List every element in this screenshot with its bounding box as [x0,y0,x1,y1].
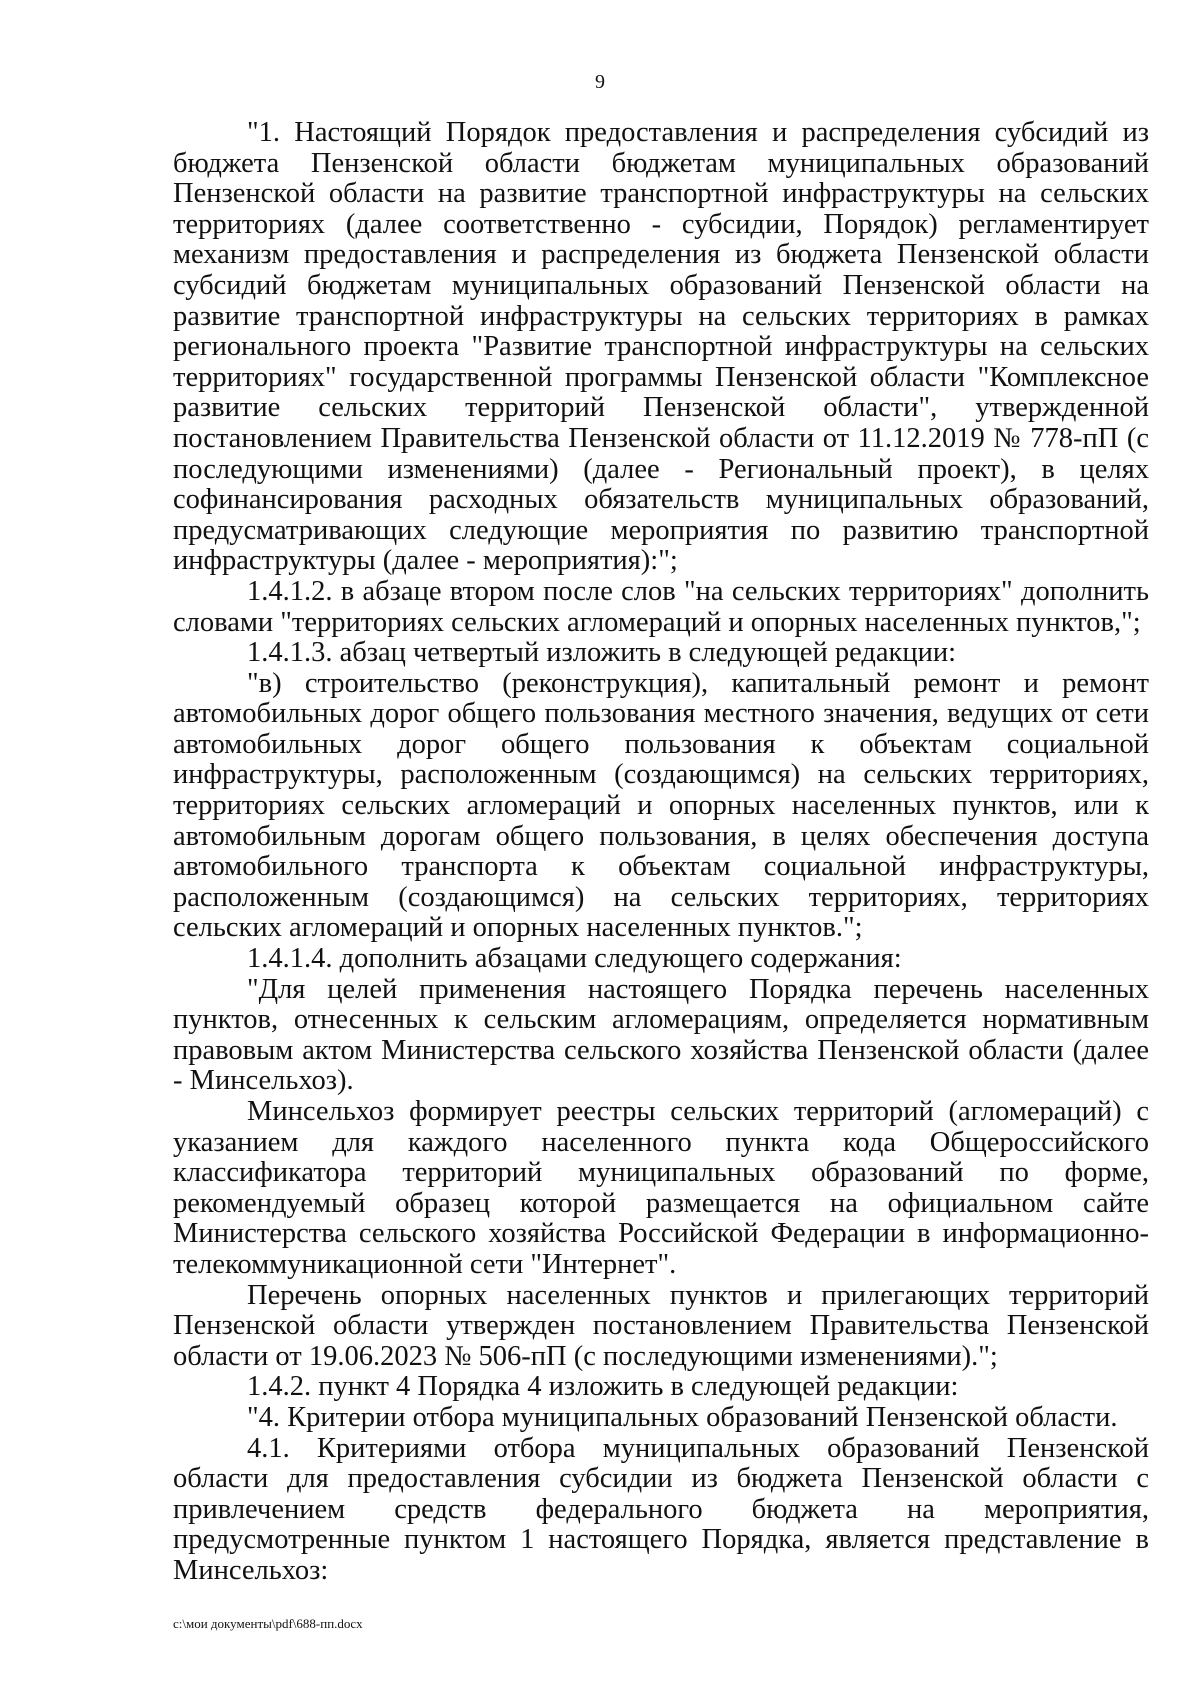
paragraph-registries: Минсельхоз формирует реестры сельских территорий (агломераций) с указанием для каждого населенного пункта кода Общероссийского классификатора территорий муниципальных образований по форме, рекомендуемый образец которой размещается на официальном сайте Министерства сельского хозяйства Российской Федерации в информационно-телекоммуникационной сети "Интернет". [173,1096,1149,1280]
paragraph-1-4-2: 1.4.2. пункт 4 Порядка 4 изложить в следующей редакции: [247,1371,959,1403]
paragraph-1-4-1-4: 1.4.1.4. дополнить абзацами следующего содержания: [247,943,902,975]
paragraph-agglomerations: "Для целей применения настоящего Порядка перечень населенных пунктов, отнесенных к сельским агломерациям, определяется нормативным правовым актом Министерства сельского хозяйства Пензенской области (далее - Минсельхоз). [173,973,1149,1097]
paragraph-section-4-title: "4. Критерии отбора муниципальных образований Пензенской области. [247,1401,1118,1433]
paragraph-clause-v: "в) строительство (реконструкция), капитальный ремонт и ремонт автомобильных дорог общего пользования местного значения, ведущих от сети автомобильных дорог общего пользования к объектам социальной инфраструктуры, расположенным (создающимся) на сельских территориях, территориях сельских агломераций и опорных населенных пунктов, или к автомобильным дорогам общего пользования, в целях обеспечения доступа автомобильного транспорта к объектам социальной инфраструктуры, расположенным (создающимся) на сельских территориях, территориях сельских агломераций и опорных населенных пунктов."; [173,667,1149,944]
page-number: 9 [595,71,605,93]
footer-file-path: c:\мои документы\pdf\688-пп.docx [173,1616,363,1631]
document-body [173,118,1149,1587]
paragraph-order-clause-1: "1. Настоящий Порядок предоставления и распределения субсидий из бюджета Пензенской области бюджетам муниципальных образований Пензенской области на развитие транспортной инфраструктуры на сельских территориях (далее соответственно - субсидии, Порядок) регламентирует механизм предоставления и распределения из бюджета Пензенской области субсидий бюджетам муниципальных образований Пензенской области на развитие транспортной инфраструктуры на сельских территориях в рамках регионального проекта "Развитие транспортной инфраструктуры на сельских территориях" государственной программы Пензенской области "Комплексное развитие сельских территорий Пензенской области", утвержденной постановлением Правительства Пензенской области от 11.12.2019 № 778-пП (с последующими изменениями) (далее - Региональный проект), в целях софинансирования расходных обязательств муниципальных образований, предусматривающих следующие мероприятия по развитию транспортной инфраструктуры (далее - мероприятия):"; [173,117,1149,577]
paragraph-1-4-1-2: 1.4.1.2. в абзаце втором после слов "на сельских территориях" дополнить словами "территориях сельских агломераций и опорных населенных пунктов,"; [173,575,1149,638]
paragraph-1-4-1-3: 1.4.1.3. абзац четвертый изложить в следующей редакции: [247,637,957,669]
paragraph-4-1: 4.1. Критериями отбора муниципальных образований Пензенской области для предоставления субсидии из бюджета Пензенской области с привлечением средств федерального бюджета на мероприятия, предусмотренные пунктом 1 настоящего Порядка, является представление в Минсельхоз: [173,1432,1149,1586]
paragraph-support-settlements: Перечень опорных населенных пунктов и прилегающих территорий Пензенской области утвержден постановлением Правительства Пензенской области от 19.06.2023 № 506-пП (с последующими изменениями)."; [173,1279,1149,1372]
